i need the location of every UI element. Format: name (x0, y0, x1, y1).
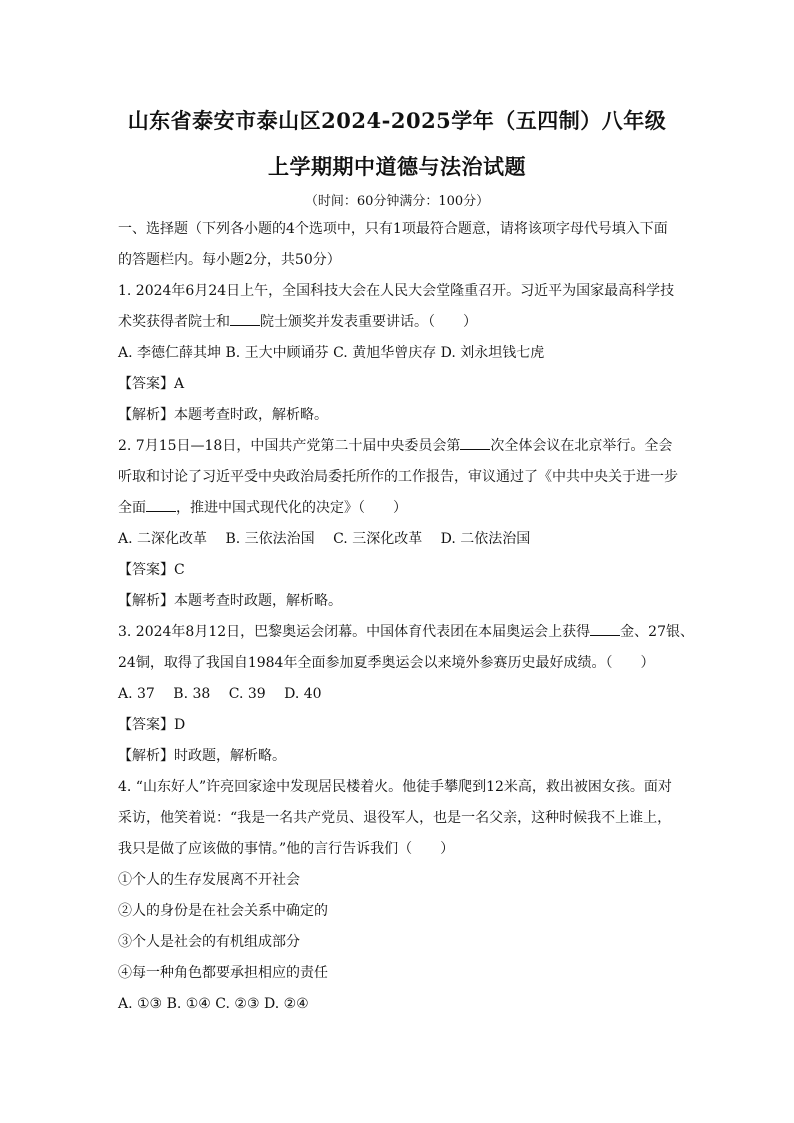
question-4-item-3: ③个人是社会的有机组成部分 (118, 934, 300, 950)
question-1 (118, 276, 676, 431)
question-2-options: A. 二深化改革 B. 三依法治国 C. 三深化改革 D. 二依法治国 (118, 531, 531, 547)
question-4-line2: 采访，他笑着说：“我是一名共产党员、退役军人，也是一名父亲，这种时候我不上谁上， (118, 810, 672, 826)
question-4-item-1: ①个人的生存发展离不开社会 (118, 872, 300, 888)
question-3 (118, 617, 694, 772)
question-3-line1 (118, 617, 694, 648)
question-1-line1: 1. 2024年6月24日上午，全国科技大会在人民大会堂隆重召开。习近平为国家最高科学技 (118, 283, 675, 299)
question-2-answer: 【答案】C (118, 562, 185, 578)
question-2-text-3: 全面 (118, 500, 146, 516)
exam-title-line2: 上学期期中道德与法治试题 (268, 154, 526, 179)
answer-blank (146, 497, 176, 512)
exam-time-score: （时间：60分钟满分：100分） (304, 194, 490, 209)
question-2-line2: 听取和讨论了习近平受中央政治局委托所作的工作报告，审议通过了《中共中央关于进一步 (118, 469, 678, 485)
question-1-answer: 【答案】A (118, 376, 185, 392)
question-4 (118, 772, 676, 1020)
question-2-text: 2. 7月15日—18日，中国共产党第二十届中央委员会第 (118, 438, 461, 454)
question-4-line1: 4. “山东好人”许亮回家途中发现居民楼着火。他徒手攀爬到12米高，救出被困女孩。面对 (118, 779, 672, 795)
question-2 (118, 431, 676, 617)
question-4-item-2: ②人的身份是在社会关系中确定的 (118, 903, 328, 919)
question-4-line3: 我只是做了应该做的事情。”他的言行告诉我们（ ） (118, 841, 455, 857)
question-3-options: A. 37 B. 38 C. 39 D. 40 (118, 686, 322, 702)
question-3-answer: 【答案】D (118, 717, 186, 733)
section-instruction-line1: 一、选择题（下列各小题的4个选项中，只有1项最符合题意，请将该项字母代号填入下面 (118, 221, 668, 237)
question-1-text: 术奖获得者院士和 (118, 314, 230, 330)
question-4-options: A. ①③ B. ①④ C. ②③ D. ②④ (118, 996, 309, 1012)
answer-blank (590, 621, 620, 636)
question-3-line2: 24铜，取得了我国自1984年全面参加夏季奥运会以来境外参赛历史最好成绩。（ ） (118, 655, 655, 671)
question-1-text-cont: 院士颁奖并发表重要讲话。（ ） (260, 314, 477, 330)
question-3-text-cont: 金、27银、 (620, 624, 694, 640)
question-1-options: A. 李德仁薛其坤 B. 王大中顾诵芬 C. 黄旭华曾庆存 D. 刘永坦钱七虎 (118, 345, 545, 361)
answer-blank (230, 311, 260, 326)
question-4-item-4: ④每一种角色都要承担相应的责任 (118, 965, 328, 981)
question-2-text-cont: 次全体会议在北京举行。全会 (490, 438, 673, 454)
question-1-analysis: 【解析】本题考查时政，解析略。 (118, 407, 328, 423)
section-instruction-line2: 的答题栏内。每小题2分，共50分） (118, 252, 341, 268)
exam-title-line1: 山东省泰安市泰山区2024-2025学年（五四制）八年级 (127, 108, 667, 133)
question-3-text: 3. 2024年8月12日，巴黎奥运会闭幕。中国体育代表团在本届奥运会上获得 (118, 624, 591, 640)
question-3-analysis: 【解析】时政题，解析略。 (118, 748, 286, 764)
question-2-text-3-cont: ，推进中国式现代化的决定》（ ） (176, 500, 407, 516)
question-2-line1 (118, 431, 676, 462)
answer-blank (460, 435, 490, 450)
question-2-analysis: 【解析】本题考查时政题，解析略。 (118, 593, 342, 609)
question-2-line3 (118, 493, 676, 524)
question-1-line2 (118, 307, 676, 338)
